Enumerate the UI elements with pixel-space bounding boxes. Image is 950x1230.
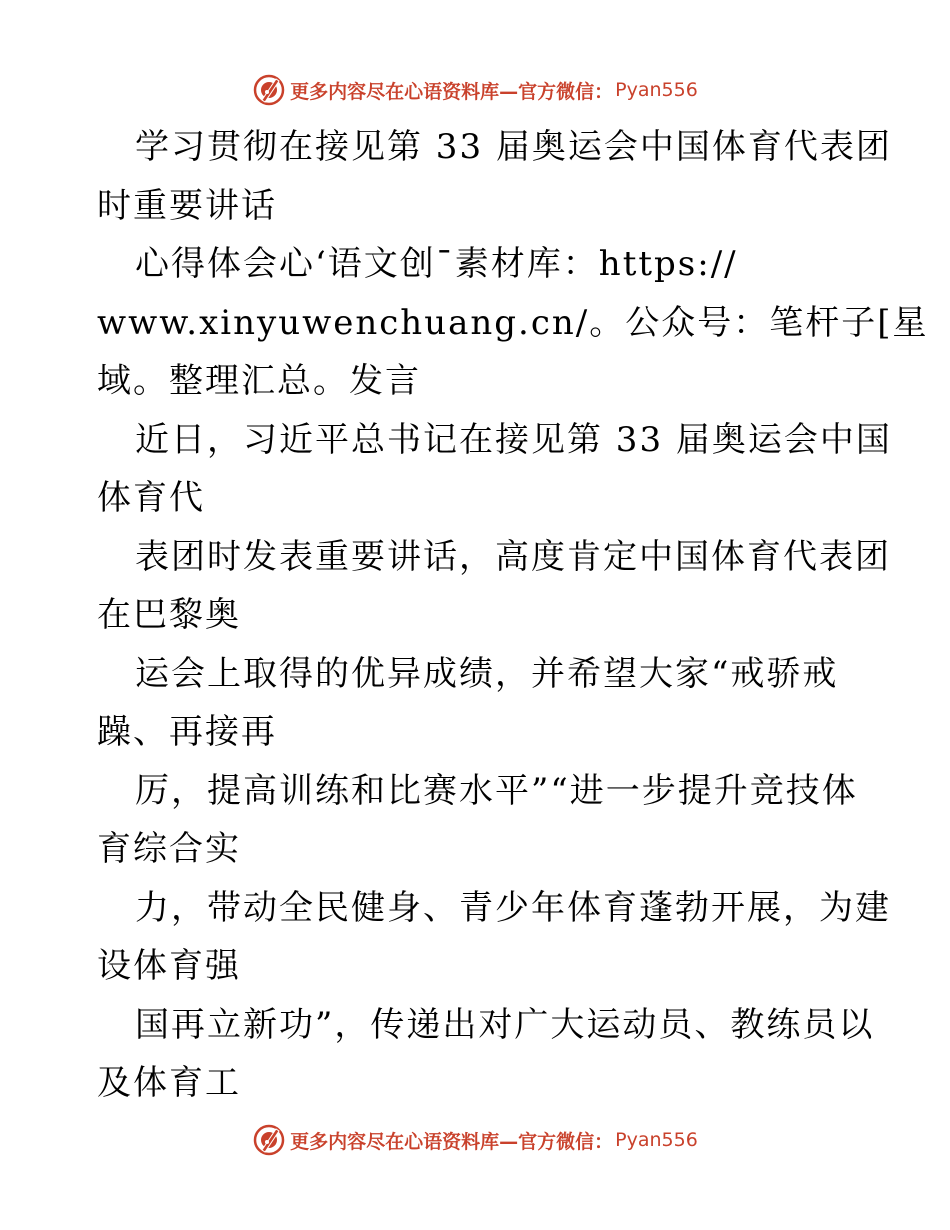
header-watermark-banner (0, 70, 950, 110)
text-line: 躁、再接再 (97, 712, 277, 752)
text-line: 表团时发表重要讲话，高度肯定中国体育代表团 (135, 536, 891, 577)
text-line: 运会上取得的优异成绩，并希望大家“戒骄戒 (135, 653, 839, 694)
banner-wechat-handle: Pyan556 (615, 1129, 698, 1151)
banner-wechat-handle: Pyan556 (615, 79, 698, 101)
text-line: www.xinyuwenchuang.cn/。公众号：笔杆子[星 (97, 302, 929, 343)
text-line: 时重要讲话 (97, 185, 277, 226)
footer-watermark-banner (0, 1120, 950, 1160)
text-line: 力，带动全民健身、青少年体育蓬勃开展，为建 (135, 887, 891, 928)
text-line: 厉，提高训练和比赛水平”“进一步提升竞技体 (135, 770, 858, 811)
banner-text: 更多内容尽在心语资料库—官方微信： (290, 80, 614, 103)
text-line: 设体育强 (97, 946, 241, 986)
text-line: 心得体会心‘语文创¯素材库：https:// (135, 244, 738, 284)
document-body (97, 118, 929, 1113)
text-line: 国再立新功”，传递出对广大运动员、教练员以 (135, 1004, 875, 1045)
text-line: 近日，习近平总书记在接见第 33 届奥运会中国 (135, 419, 892, 460)
text-line: 育综合实 (97, 829, 241, 869)
banner-text: 更多内容尽在心语资料库—官方微信： (290, 1130, 614, 1153)
pen-logo-icon (252, 1123, 286, 1157)
text-line: 及体育工 (97, 1063, 241, 1103)
text-line: 域。整理汇总。发言 (97, 361, 421, 401)
text-line: 体育代 (97, 478, 205, 518)
text-line: 在巴黎奥 (97, 595, 241, 635)
text-line: 学习贯彻在接见第 33 届奥运会中国体育代表团 (135, 127, 892, 167)
pen-logo-icon (252, 73, 286, 107)
